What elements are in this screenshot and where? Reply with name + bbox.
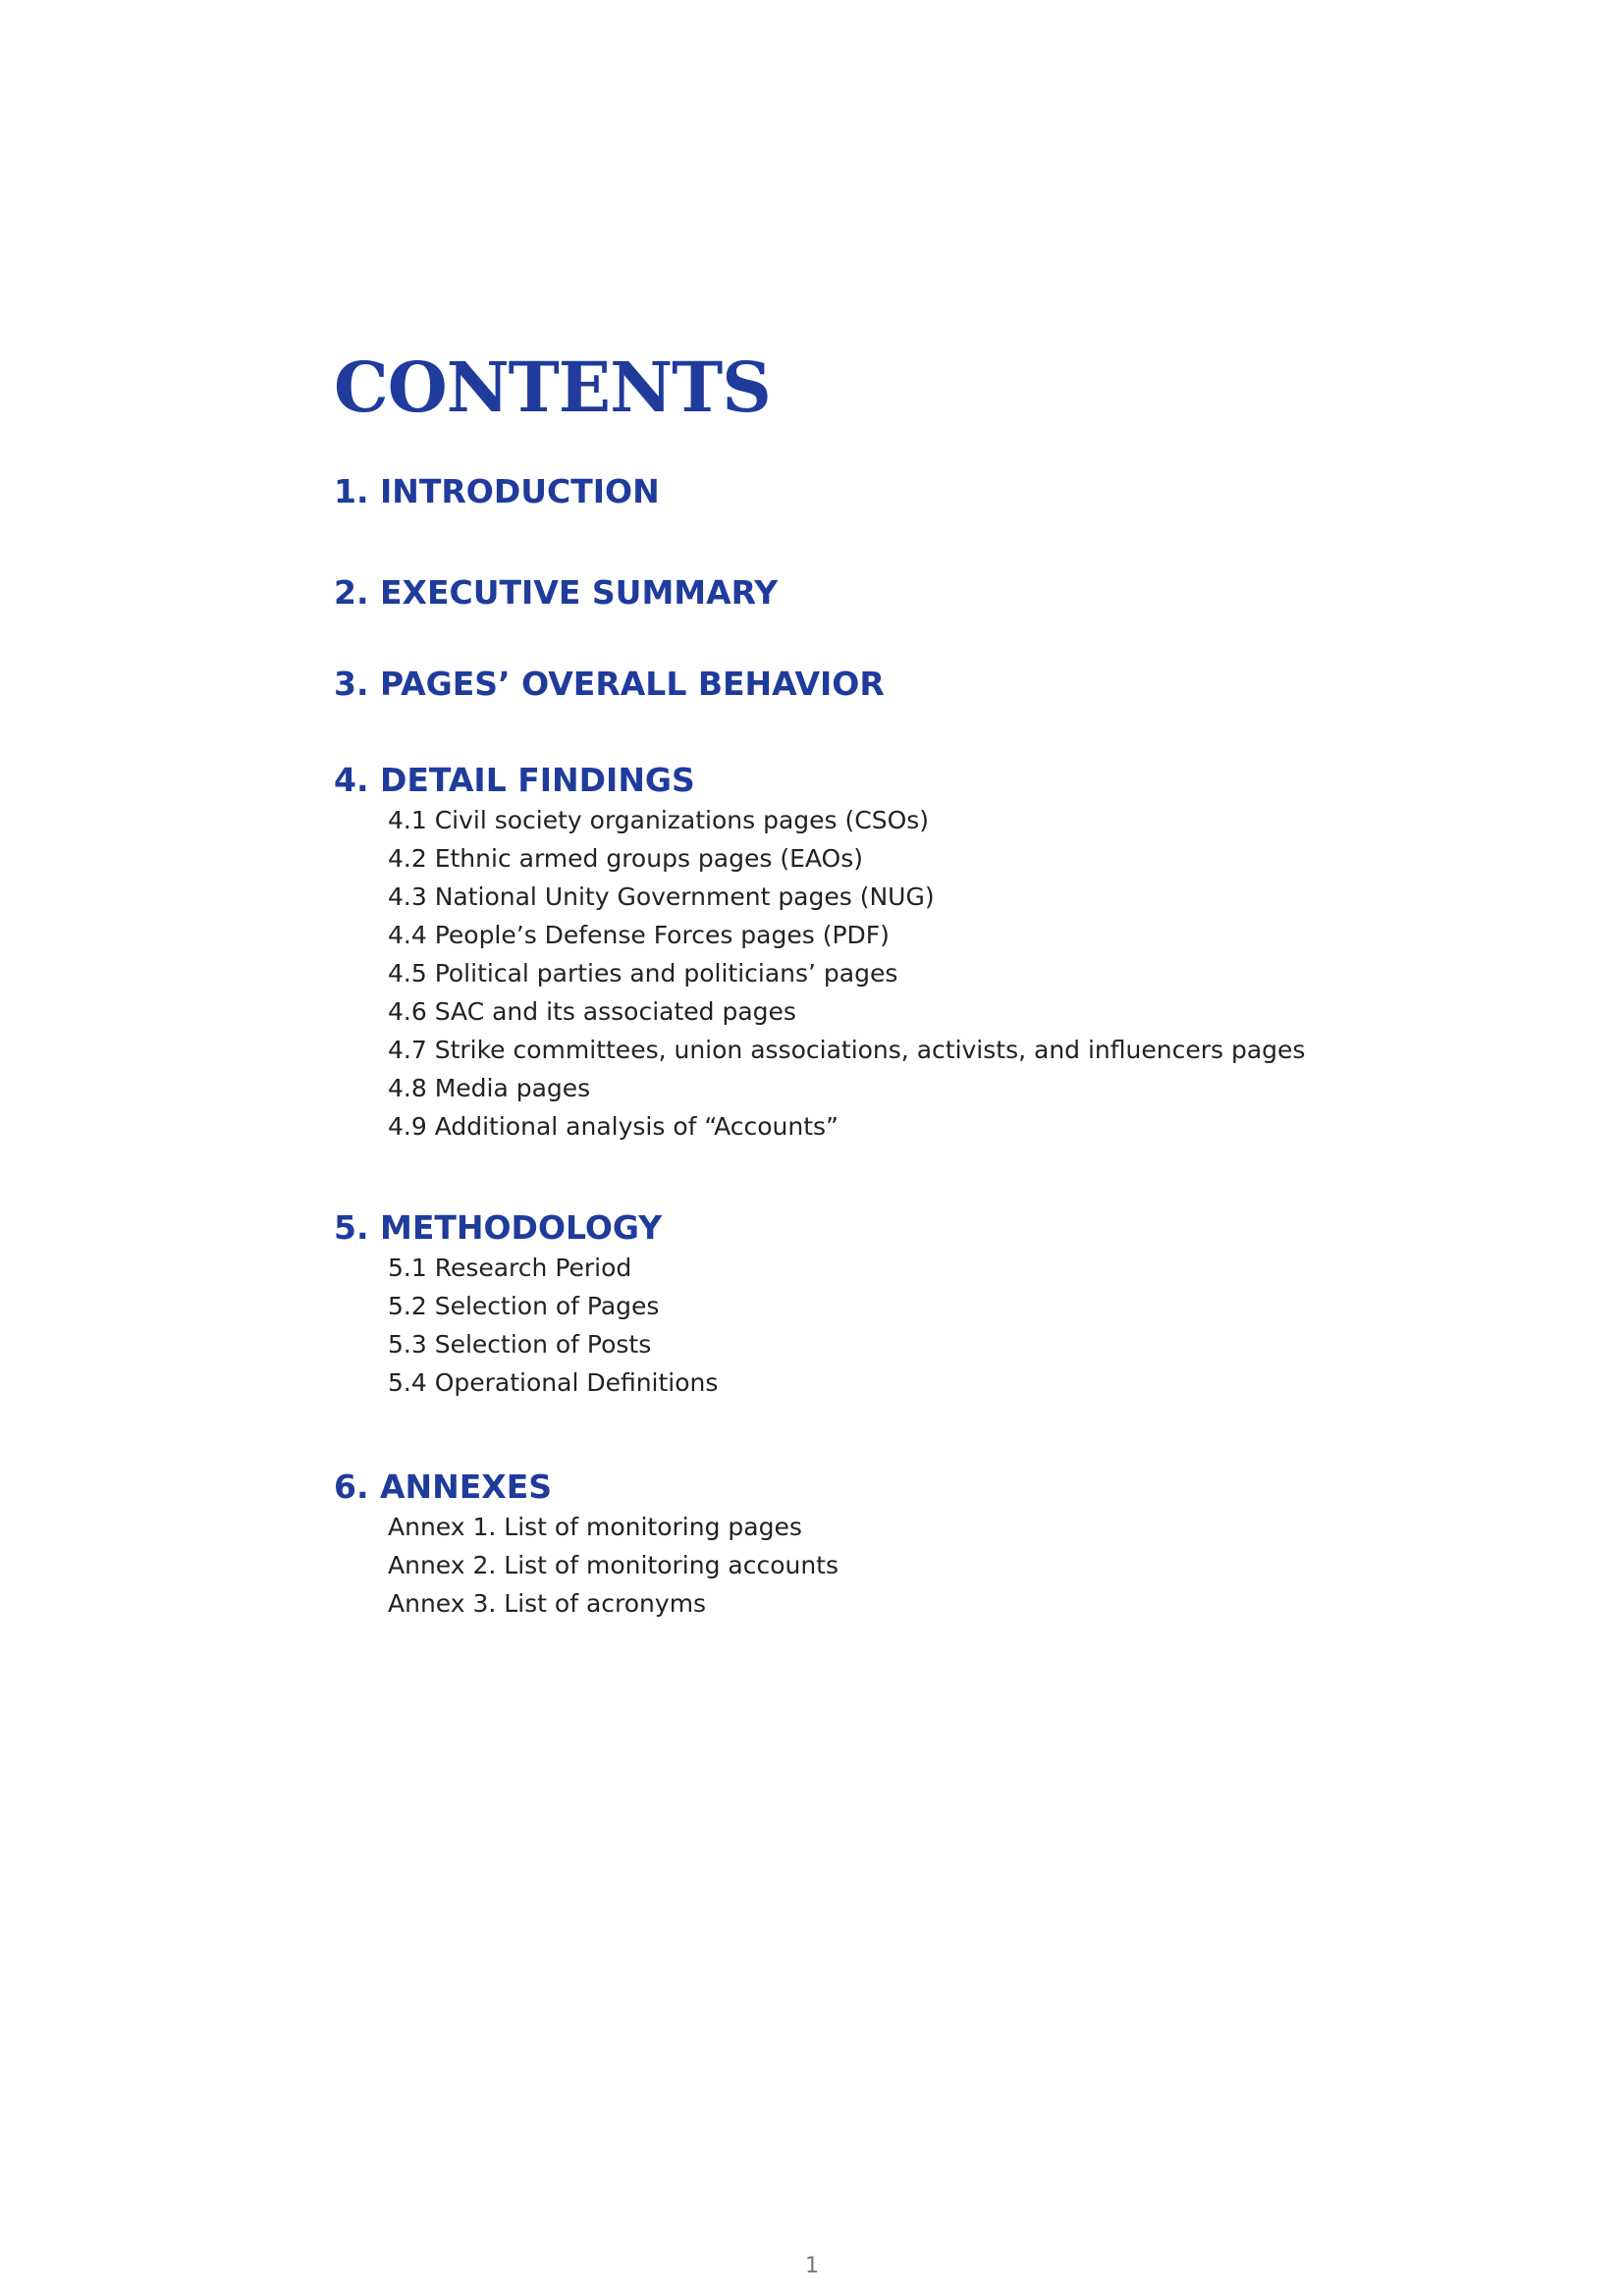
page-number: 1 <box>805 2254 819 2278</box>
toc-item: 4.3 National Unity Government pages (NUG) <box>388 882 935 911</box>
toc-heading-introduction: 1. INTRODUCTION <box>334 472 660 510</box>
toc-item: 4.2 Ethnic armed groups pages (EAOs) <box>388 844 863 873</box>
toc-item: 5.4 Operational Definitions <box>388 1368 719 1397</box>
toc-item: 4.6 SAC and its associated pages <box>388 997 796 1026</box>
page-title: CONTENTS <box>334 347 771 428</box>
toc-item: 4.5 Political parties and politicians’ pages <box>388 959 898 988</box>
toc-section-detail-findings <box>334 760 1305 1146</box>
toc-item: 4.7 Strike committees, union associations, activists, and influencers pages <box>388 1036 1306 1064</box>
toc-item: 5.1 Research Period <box>388 1254 632 1282</box>
toc-section-methodology <box>334 1207 718 1402</box>
toc-sublist-annexes <box>334 1508 839 1623</box>
toc-heading-executive-summary: 2. EXECUTIVE SUMMARY <box>334 573 779 612</box>
toc-section-introduction <box>334 471 660 512</box>
toc-item: Annex 2. List of monitoring accounts <box>388 1551 839 1579</box>
toc-heading-pages-overall-behavior: 3. PAGES’ OVERALL BEHAVIOR <box>334 665 885 703</box>
toc-section-pages-overall-behavior <box>334 664 885 705</box>
toc-item: 4.4 People’s Defense Forces pages (PDF) <box>388 921 890 949</box>
toc-item: 5.2 Selection of Pages <box>388 1292 660 1320</box>
toc-item: 5.3 Selection of Posts <box>388 1330 652 1359</box>
toc-item: 4.8 Media pages <box>388 1074 591 1102</box>
toc-sublist-detail-findings <box>334 801 1305 1146</box>
toc-section-annexes <box>334 1467 839 1623</box>
toc-item: 4.9 Additional analysis of “Accounts” <box>388 1112 839 1141</box>
toc-sublist-methodology <box>334 1249 718 1402</box>
toc-heading-methodology: 5. METHODOLOGY <box>334 1208 663 1247</box>
toc-heading-annexes: 6. ANNEXES <box>334 1468 553 1506</box>
toc-heading-detail-findings: 4. DETAIL FINDINGS <box>334 761 695 799</box>
toc-item: Annex 1. List of monitoring pages <box>388 1513 802 1541</box>
toc-item: Annex 3. List of acronyms <box>388 1589 707 1618</box>
toc-section-executive-summary <box>334 572 778 614</box>
toc-item: 4.1 Civil society organizations pages (CSOs) <box>388 806 930 834</box>
